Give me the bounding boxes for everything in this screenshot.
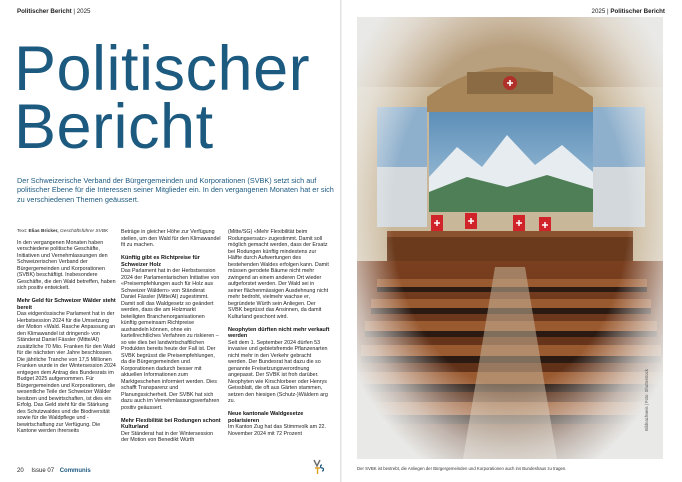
author-line: Text: Elias Bricker, Geschäftsführer SVBK <box>17 229 109 234</box>
vsg-logo-icon <box>311 458 325 476</box>
photo-caption: Der SVBK ist bestrebt, die Anliegen der Bürgergemeinden und Korporationen auch ins Bundeshaus zu tragen. <box>357 466 567 471</box>
page-footer <box>17 468 91 474</box>
subheading: Mehr Flexibilität bei Rodungen schont Kulturland <box>121 417 221 431</box>
paragraph: Im Kanton Zug hat das Stimmvolk am 22. November 2024 mit 72 Prozent <box>228 424 327 437</box>
section-name: Politischer Bericht <box>17 8 72 15</box>
section-year: 2025 <box>591 8 606 15</box>
title-line-2: Bericht <box>14 92 214 162</box>
text-column-3 <box>228 229 330 444</box>
running-head-left: Politischer Bericht | 2025 <box>17 8 91 15</box>
text-column-1 <box>17 229 117 441</box>
paragraph: In den vergangenen Monaten haben verschiedene politische Geschäfte, Initiativen und Vernehmlassungen den Schweizerischen Verband der Bürgergemeinden und Korporationen (SVBK) beschäftigt. Insbesondere Geschäfte, die den Wald betreffen, haben sich positiv entwickelt. <box>17 239 116 291</box>
text-column-2 <box>121 229 221 450</box>
title-line-1: Politischer <box>14 34 311 104</box>
paragraph: Das Parlament hat in der Herbstsession 2024 der Parlamentarischen Initiative von «Preisempfehlungen auch für Holz aus Schweizer Wäldern» von Ständerat Daniel Fässler (Mitte/AI) zugestimmt. Damit soll das Waldgesetz so geändert werden, dass die am Holzmarkt beteiligten Branchenorganisationen künftig gemeinsam Richtpreise aushandeln können, ohne ein kartellrechtliches Verfahren zu riskieren – so wie dies bei landwirtschaftlichen Produkten bereits heute der Fall ist. Der SVBK begrüsst die Preisempfehlungen, da die Bürgergemeinden und Korporationen dadurch besser mit aktuellen Informationen zum Marktgeschehen informiert werden. Dies schafft Transparenz und Planungssicherheit. Der SVBK hat sich dazu auch im Vernehmlassungsverfahren positiv geäussert. <box>121 268 220 411</box>
section-name: Politischer Bericht <box>610 8 665 15</box>
paragraph: Der Ständerat hat in der Wintersession der Motion von Benedikt Würth <box>121 430 214 444</box>
parliament-chamber-illustration <box>357 17 663 459</box>
issue-label: Issue 07 <box>31 468 55 474</box>
parliament-photo <box>357 17 663 459</box>
paragraph: Seit dem 1. September 2024 dürfen 53 invasive und gebietsfremde Pflanzenarten nicht mehr in den Verkehr gebracht werden. Der Bundesrat hat dazu die so genannte Freisetzungsverordnung angepasst. Der SVBK ist froh darüber. Neophyten wie Kirschlorbeer oder Henrys Geissblatt, die oft aus Gärten stammen, setzen den hiesigen (Schutz-)Wäldern arg zu. <box>228 339 328 405</box>
page-number: 20 <box>17 468 24 474</box>
paragraph: Das eidgenössische Parlament hat in der Herbstsession 2024 für die Umsetzung der Motion «Wald. Rasche Anpassung an den Klimawandel ist dringend» von Ständerat Daniel Fässler (Mitte/AI) zusätzliche 70 Mio. Franken für den Wald für die nächsten vier Jahre beschlossen. Die jährliche Tranche von 17,5 Millionen Franken wurde in der Wintersession 2024 entgegen dem Antrag des Bundesrats im Budget 2025 aufgenommen. Für Bürgergemeinden und Korporationen, die wesentliche Teile der Schweizer Wälder besitzen und bewirtschaften, ist dies ein Erfolg. Das Geld steht für die Stärkung des Schutzwaldes und die Biodiversität sowie für die Waldpflege und -bewirtschaftung zur Verfügung. Die Kantone werden ihrerseits <box>17 311 116 435</box>
lead-paragraph: Der Schweizerische Verband der Bürgergemeinden und Korporationen (SVBK) setzt sich auf politischer Ebene für die Interessen seiner Mitglieder ein. In den vergangenen Monaten hat er sich zu verschiedenen Themen geäussert. <box>17 176 334 204</box>
running-head-right: 2025 | Politischer Bericht <box>591 8 665 15</box>
paragraph: Beträge in gleicher Höhe zur Verfügung stellen, um den Wald für den Klimawandel fit zu machen. <box>121 229 221 248</box>
subheading: Künftig gibt es Richtpreise für Schweizer Holz <box>121 255 200 268</box>
photo-credit: Bildnachweis | Foto: Shutterstock <box>644 369 649 431</box>
subheading: Neue kantonale Waldgesetze polarisieren <box>228 411 304 424</box>
subheading: Neophyten dürften nicht mehr verkauft werden <box>228 326 330 340</box>
section-year: 2025 <box>76 8 91 15</box>
page-gutter <box>340 0 342 482</box>
paragraph: (Mitte/SG) «Mehr Flexibilität beim Rodungsersatz» zugestimmt. Damit soll möglich gemacht werden, dass der Ersatz bei Rodungen künftig mindestens zur Hälfte durch Aufwertungen des bestehenden Waldes erfolgen kann. Damit müssen gerodete Bäume nicht mehr zwingend an einem anderen Ort wieder aufgeforstet werden. Der Wald sei in seiner flächenmässigen Ausdehnung nicht mehr bedroht, vielmehr wachse er, begründete Würth sein Anliegen. Der SVBK begrüsst das Ansinnen, da damit Kulturland geschont wird. <box>228 229 329 320</box>
magazine-name: Communis <box>59 468 91 474</box>
author-role: Geschäftsführer SVBK <box>59 229 109 234</box>
page-title <box>14 34 334 162</box>
author-name: Elias Bricker, <box>28 229 59 234</box>
subheading: Mehr Geld für Schweizer Wälder steht bereit <box>17 298 116 311</box>
